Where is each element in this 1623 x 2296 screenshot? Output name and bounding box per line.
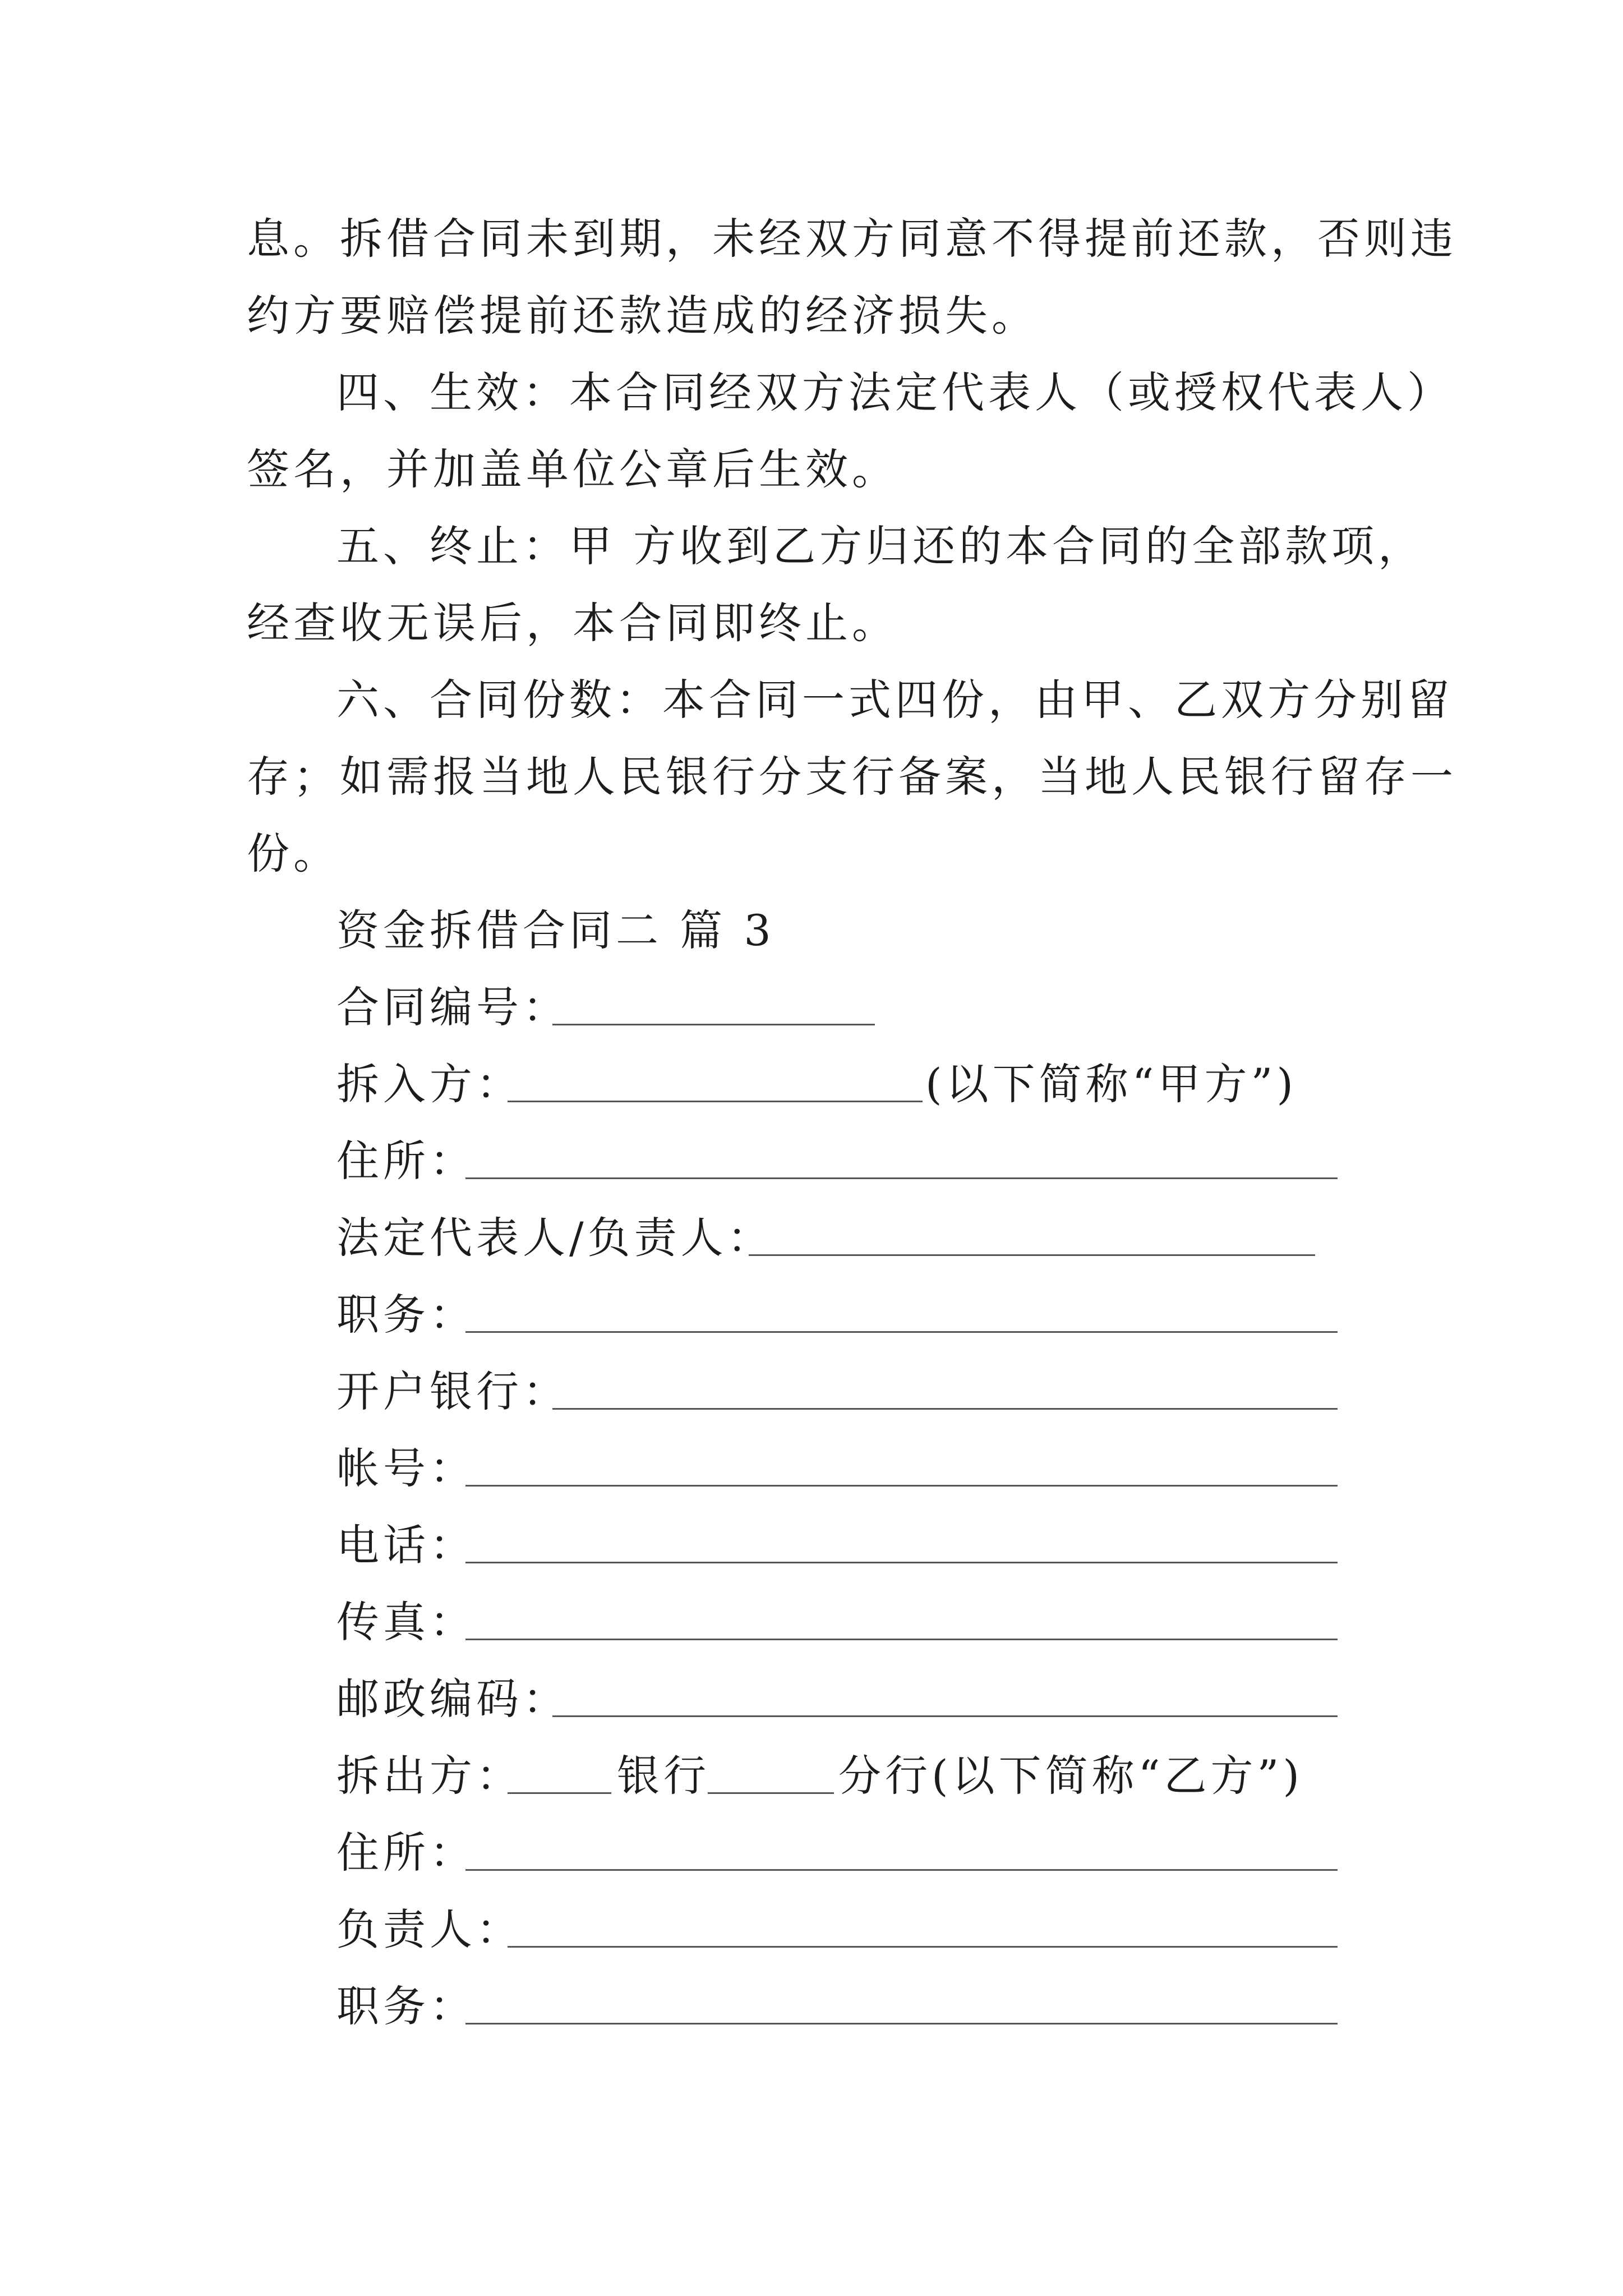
bank-blank	[552, 1408, 1338, 1410]
body-text: 存；如需报当地人民银行分支行备案，当地人民银行留存一	[247, 752, 1457, 802]
body-text: 约方要赔偿提前还款造成的经济损失。	[247, 291, 1038, 341]
postcode-blank	[552, 1715, 1338, 1717]
body-text: 息。拆借合同未到期，未经双方同意不得提前还款，否则违	[247, 214, 1457, 264]
lender-branch-blank	[708, 1792, 834, 1794]
person-in-charge-blank	[508, 1946, 1338, 1948]
address-a-blank	[465, 1177, 1338, 1179]
body-text: 六、合同份数：本合同一式四份，由甲、乙双方分别留	[336, 675, 1454, 725]
position-a-blank	[465, 1331, 1338, 1333]
body-text: 份。	[247, 829, 340, 878]
body-text: 五、终止：甲 方收到乙方归还的本合同的全部款项，	[336, 521, 1425, 571]
lender-bank-blank	[508, 1792, 611, 1794]
lender-label: 拆出方：	[336, 1751, 523, 1801]
phone-label: 电话：	[336, 1520, 476, 1570]
lender-bank-text: 银行	[617, 1751, 710, 1801]
borrower-suffix: (以下简称“甲方”)	[925, 1059, 1298, 1109]
position-a-label: 职务：	[336, 1290, 476, 1340]
person-in-charge-label: 负责人：	[336, 1904, 523, 1954]
account-label: 帐号：	[336, 1443, 476, 1493]
address-b-label: 住所：	[336, 1828, 476, 1878]
contract-number-blank	[552, 1024, 875, 1025]
lender-branch-text: 分行(以下简称“乙方”)	[838, 1751, 1304, 1801]
bank-label: 开户银行：	[336, 1366, 569, 1416]
borrower-blank	[508, 1101, 923, 1102]
body-text: 经查收无误后，本合同即终止。	[247, 598, 898, 648]
address-b-blank	[465, 1869, 1338, 1871]
phone-blank	[465, 1562, 1338, 1563]
body-text: 四、生效：本合同经双方法定代表人（或授权代表人）	[336, 367, 1454, 417]
fax-blank	[465, 1639, 1338, 1640]
legal-rep-blank	[749, 1254, 1315, 1256]
body-text: 签名，并加盖单位公章后生效。	[247, 444, 898, 494]
position-b-label: 职务：	[336, 1981, 476, 2031]
borrower-label: 拆入方：	[336, 1059, 523, 1109]
address-a-label: 住所：	[336, 1136, 476, 1186]
position-b-blank	[465, 2023, 1338, 2024]
account-blank	[465, 1485, 1338, 1487]
fax-label: 传真：	[336, 1597, 476, 1647]
legal-rep-label: 法定代表人/负责人：	[336, 1213, 774, 1263]
section-title: 资金拆借合同二 篇 3	[336, 905, 775, 955]
contract-number-label: 合同编号：	[336, 982, 569, 1032]
postcode-label: 邮政编码：	[336, 1674, 569, 1724]
